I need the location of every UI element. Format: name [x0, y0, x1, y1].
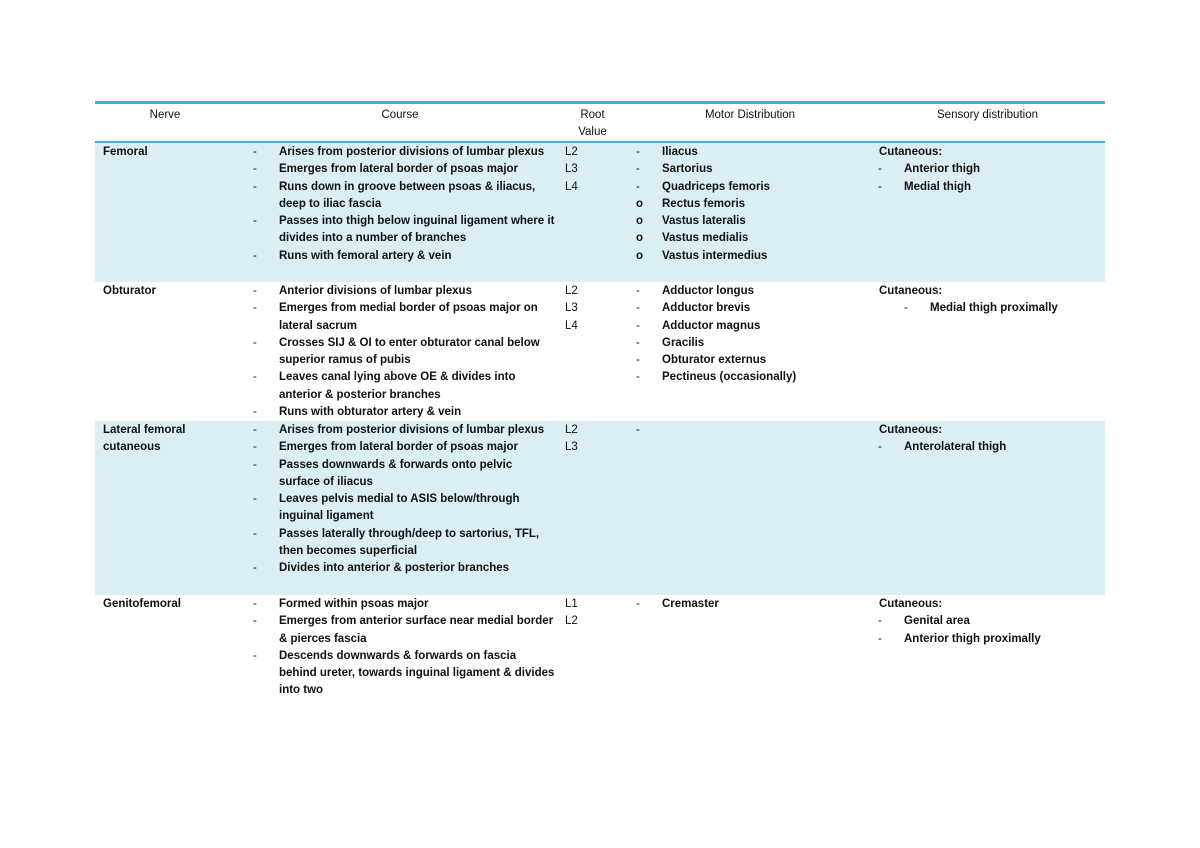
motor-sub-item: o Vastus intermedius: [622, 248, 872, 265]
motor-item: - Adductor brevis: [662, 300, 872, 317]
course-item: - Emerges from lateral border of psoas major: [279, 161, 555, 178]
dash-bullet-icon: -: [636, 302, 640, 315]
header-root-value: [560, 107, 625, 141]
course-item: - Emerges from medial border of psoas major on lateral sacrum: [253, 302, 538, 332]
sensory-item: - Genital area: [904, 613, 1104, 630]
circle-bullet-icon: o: [636, 197, 644, 210]
sensory-list: [904, 300, 1104, 317]
sensory-cell: [879, 422, 1104, 457]
dash-bullet-icon: -: [253, 163, 257, 176]
dash-bullet-icon: -: [253, 441, 257, 454]
dash-bullet-icon: -: [636, 336, 640, 349]
dash-bullet-icon: -: [253, 649, 257, 662]
course-list: [253, 596, 555, 700]
dash-bullet-icon: -: [253, 458, 257, 471]
sensory-title: Cutaneous:: [879, 424, 943, 436]
course-item: - Descends downwards & forwards on fascia behind ureter, towards inguinal ligament & divides into two: [253, 649, 555, 697]
motor-item: - Obturator externus: [662, 352, 872, 369]
nerve-name: Femoral: [103, 146, 148, 158]
dash-bullet-icon: -: [636, 285, 640, 297]
nerve-name: Lateral femoral cutaneous: [103, 424, 186, 454]
circle-bullet-icon: o: [636, 215, 644, 228]
header-root-line1: Root: [580, 109, 605, 121]
course-item: - Crosses SIJ & OI to enter obturator canal below superior ramus of pubis: [253, 336, 540, 367]
sensory-item: - Medial thigh proximally: [930, 300, 1104, 317]
motor-sub-item: o Vastus medialis: [622, 230, 872, 247]
dash-bullet-icon: -: [636, 424, 640, 436]
course-item: - Passes downwards & forwards onto pelvic surface of iliacus: [253, 458, 513, 488]
root-value: L3: [565, 163, 578, 176]
root-values: [565, 422, 578, 457]
course-item: - Arises from posterior divisions of lumbar plexus: [279, 144, 555, 161]
nerve-table: [95, 101, 1105, 705]
motor-list: [636, 144, 872, 265]
sensory-title: Cutaneous:: [879, 146, 943, 158]
dash-bullet-icon: -: [253, 424, 257, 436]
dash-bullet-icon: -: [253, 562, 257, 575]
dash-bullet-icon: -: [253, 615, 257, 628]
root-value: L2: [565, 285, 578, 297]
root-value: L2: [565, 615, 578, 628]
sensory-list: [878, 613, 1104, 648]
motor-item: - Adductor longus: [662, 283, 872, 300]
dash-bullet-icon: -: [636, 319, 640, 332]
course-item: - Runs with obturator artery & vein: [279, 404, 555, 421]
dash-bullet-icon: -: [253, 146, 257, 158]
dash-bullet-icon: -: [636, 180, 640, 193]
nerve-name: Obturator: [103, 285, 157, 297]
sensory-item: - Anterior thigh proximally: [904, 631, 1104, 648]
motor-item: - Adductor magnus: [662, 318, 872, 335]
root-value: L4: [565, 319, 578, 332]
course-item: - Emerges from lateral border of psoas major: [279, 439, 555, 456]
header-sensory: Sensory distribution: [937, 109, 1038, 121]
sensory-item: - Anterolateral thigh: [904, 439, 1104, 456]
header-motor: Motor Distribution: [704, 109, 796, 121]
course-item: - Leaves pelvis medial to ASIS below/through inguinal ligament: [253, 493, 520, 523]
motor-sub-list: [622, 196, 872, 265]
dash-bullet-icon: -: [636, 163, 640, 176]
course-item: - Anterior divisions of lumbar plexus: [279, 283, 555, 300]
circle-bullet-icon: o: [636, 232, 644, 245]
course-item: - Leaves canal lying above OE & divides into anterior & posterior branches: [253, 371, 516, 401]
motor-item: - Cremaster: [662, 596, 872, 613]
sensory-item: - Anterior thigh: [904, 161, 1104, 178]
table-row-obturator: [95, 282, 1105, 421]
table-header-row: [95, 104, 1105, 143]
motor-item: - Pectineus (occasionally): [662, 369, 872, 386]
header-course: Course: [381, 109, 419, 121]
nerve-name: Genitofemoral: [103, 598, 181, 610]
root-value: L3: [565, 302, 578, 315]
root-value: L4: [565, 180, 578, 193]
header-nerve: Nerve: [149, 109, 181, 121]
motor-list: [636, 283, 872, 387]
course-item: - Arises from posterior divisions of lumbar plexus: [279, 422, 555, 439]
dash-bullet-icon: -: [878, 163, 882, 176]
motor-item: - Sartorius: [662, 161, 872, 178]
root-values: [565, 144, 578, 196]
dash-bullet-icon: -: [253, 371, 257, 384]
dash-bullet-icon: -: [904, 302, 908, 315]
dash-bullet-icon: -: [636, 146, 640, 158]
root-value: L2: [565, 424, 578, 436]
dash-bullet-icon: -: [253, 527, 257, 540]
course-list: [253, 144, 555, 265]
course-item: - Passes laterally through/deep to sartorius, TFL, then becomes superficial: [253, 527, 540, 558]
dash-bullet-icon: -: [878, 180, 882, 193]
dash-bullet-icon: -: [253, 598, 257, 610]
dash-bullet-icon: -: [253, 215, 257, 228]
header-root-line2: Value: [578, 126, 607, 138]
motor-list: [636, 596, 872, 613]
dash-bullet-icon: -: [636, 598, 640, 610]
circle-bullet-icon: o: [636, 249, 644, 262]
table-row-femoral: [95, 143, 1105, 282]
dash-bullet-icon: -: [878, 441, 882, 454]
motor-sub-item: o Vastus lateralis: [622, 213, 872, 230]
dash-bullet-icon: -: [253, 180, 257, 193]
table-row-lateral-femoral-cutaneous: [95, 421, 1105, 595]
course-item: - Runs with femoral artery & vein: [279, 248, 555, 265]
course-item: - Runs down in groove between psoas & iliacus, deep to iliac fascia: [253, 180, 536, 210]
course-list: [253, 283, 555, 421]
course-item: - Emerges from anterior surface near medial border & pierces fascia: [253, 615, 554, 645]
motor-item: - Iliacus: [662, 144, 872, 161]
motor-item: - Gracilis: [662, 335, 872, 352]
dash-bullet-icon: -: [636, 354, 640, 367]
sensory-cell: [879, 283, 1104, 318]
course-item: - Passes into thigh below inguinal ligament where it divides into a number of branches: [253, 215, 555, 245]
motor-item: - Quadriceps femoris o Rectus femoris o Vastus lateralis o Vastus medialis o Vastus intermedius: [662, 179, 872, 265]
dash-bullet-icon: -: [878, 632, 882, 645]
course-item: - Formed within psoas major: [279, 596, 555, 613]
sensory-list: [878, 439, 1104, 456]
table-row-genitofemoral: [95, 595, 1105, 705]
dash-bullet-icon: -: [636, 371, 640, 384]
motor-sub-item: o Rectus femoris: [622, 196, 872, 213]
root-values: [565, 596, 578, 631]
dash-bullet-icon: -: [878, 615, 882, 628]
dash-bullet-icon: -: [253, 493, 257, 506]
sensory-title: Cutaneous:: [879, 285, 943, 297]
sensory-item: - Medial thigh: [904, 179, 1104, 196]
sensory-cell: [879, 596, 1104, 648]
dash-bullet-icon: -: [253, 406, 257, 419]
root-value: L2: [565, 146, 578, 158]
root-value: L1: [565, 598, 578, 610]
dash-bullet-icon: -: [253, 249, 257, 262]
sensory-title: Cutaneous:: [879, 598, 943, 610]
dash-bullet-icon: -: [253, 285, 257, 297]
root-value: L3: [565, 441, 578, 454]
root-values: [565, 283, 578, 335]
course-item: - Divides into anterior & posterior branches: [279, 560, 555, 577]
dash-bullet-icon: -: [253, 336, 257, 349]
course-list: [253, 422, 555, 578]
dash-bullet-icon: -: [253, 302, 257, 315]
sensory-list: [878, 161, 1104, 196]
sensory-cell: [879, 144, 1104, 196]
